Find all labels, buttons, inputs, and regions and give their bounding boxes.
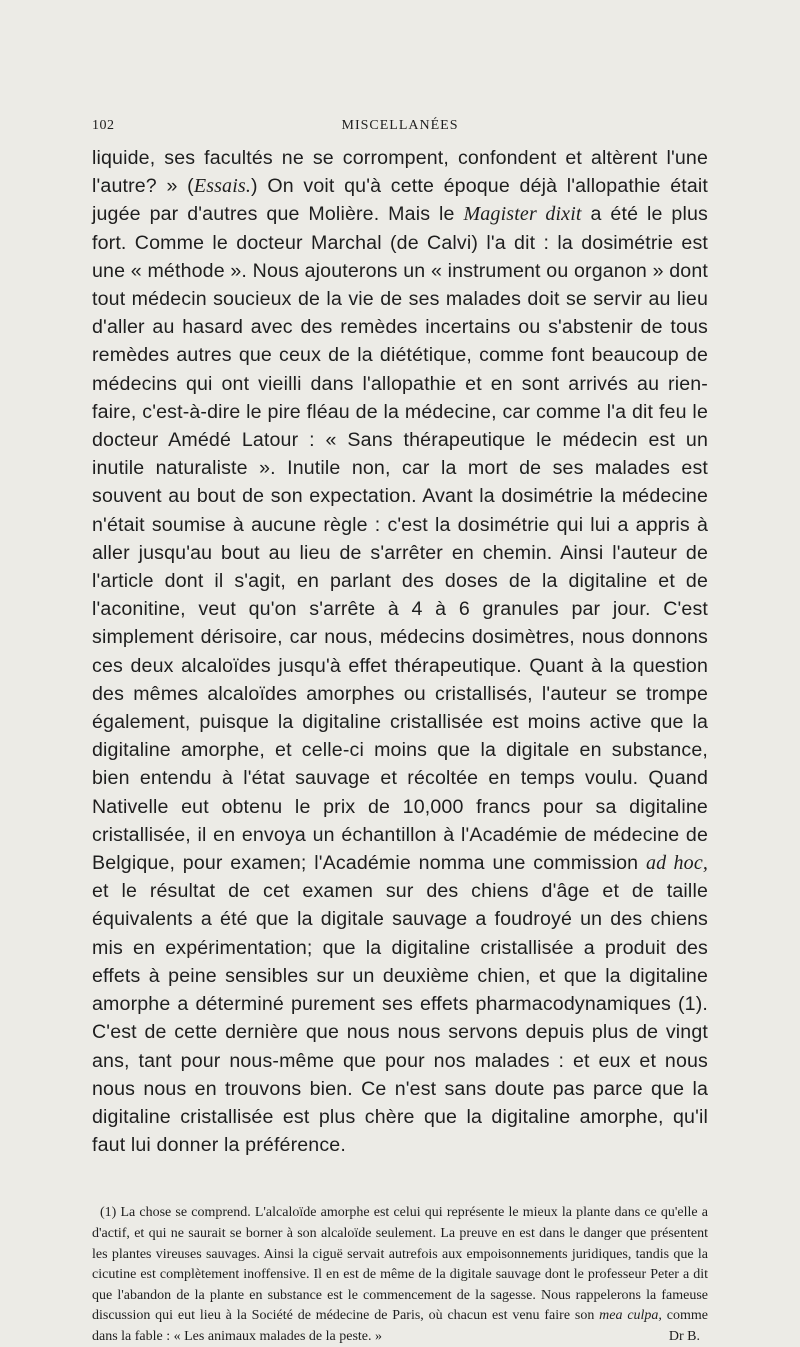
italic-ad-hoc: ad hoc,	[645, 852, 708, 875]
page-number: 102	[92, 118, 115, 133]
footnote-paragraph	[92, 1203, 708, 1347]
running-head: MISCELLANÉES	[341, 118, 459, 133]
body-text-segment: et le résultat de cet examen sur des chiens d'âge et de taille équivalents a été que la digitale sauvage a foudroyé un des chiens mis en expérimentation; que la digitaline cristallisée a produit des effets à peine sensibles sur un deuxième chien, et que la digitaline amorphe a déterminé purement ses effets pharmacodynamiques (1). C'est de cette dernière que nous nous servons depuis plus de vingt ans, tant pour nous-même que pour nos malades : et eux et nous nous nous en trouvons bien. Ce n'est sans doute pas parce que la digitaline cristallisée est plus chère que la digitaline amorphe, qu'il faut lui donner la préférence.	[92, 880, 708, 1157]
italic-magister-dixit: Magister dixit	[463, 203, 582, 226]
body-text-segment: ) On voit qu'à cette époque déjà l'allopathie était jugée par d'autres que Molière. Mais le	[92, 175, 708, 226]
footnote	[92, 1203, 708, 1347]
page-header	[92, 110, 708, 140]
italic-mea-culpa: mea culpa,	[599, 1308, 662, 1324]
document-page	[92, 110, 708, 1347]
footnote-text-segment: comme dans la fable : « Les animaux malades de la peste. »	[92, 1308, 708, 1344]
footnote-text-segment: (1) La chose se comprend. L'alcaloïde amorphe est celui qui représente le mieux la plante dans ce qu'elle a d'actif, et qui ne saurait se borner à son alcaloïde seulement. La preuve en est dans le danger que présentent les plantes vireuses sauvages. Ainsi la ciguë servait autrefois aux empoisonnements juridiques, tandis que la cicutine est complètement inoffensive. Il en est de même de la digitale sauvage dont le professeur Peter a dit que l'abandon de la plante en substance est le commencement de la sagesse. Nous rappelerons la fameuse discussion qui eut lieu à la Société de médecine de Paris, où chacun est venu faire son	[92, 1205, 708, 1324]
italic-title-essais: Essais.	[193, 175, 252, 198]
body-text-segment: liquide, ses facultés ne se corrompent, confondent et altèrent l'une l'autre? » (	[92, 147, 708, 198]
body-text-segment: a été le plus fort. Comme le docteur Marchal (de Calvi) l'a dit : la dosimétrie est une « méthode ». Nous ajouterons un « instrument ou organon » dont tout médecin soucieux de la vie de ses malades doit se servir au lieu d'aller au hasard avec des remèdes incertains ou s'abstenir de tous remèdes autres que ceux de la diététique, comme font beaucoup de médecins qui ont vieilli dans l'allopathie et en sont arrivés au rien-faire, c'est-à-dire le pire fléau de la médecine, car comme l'a dit feu le docteur Amédé Latour : « Sans thérapeutique le médecin est un inutile naturaliste ». Inutile non, car la mort de ses malades est souvent au bout de son expectation. Avant la dosimétrie la médecine n'était soumise à aucune règle : c'est la dosimétrie qui lui a appris à aller jusqu'au bout au lieu de s'arrêter en chemin. Ainsi l'auteur de l'article dont il s'agit, en parlant des doses de la digitaline et de l'aconitine, veut qu'on s'arrête à 4 à 6 granules par jour. C'est simplement dérisoire, car nous, médecins dosimètres, nous donnons ces deux alcaloïdes jusqu'à effet thérapeutique. Quant à la question des mêmes alcaloïdes amorphes ou cristallisés, l'auteur se trompe également, puisque la digitaline cristallisée est moins active que la digitaline amorphe, et celle-ci moins que la digitale en substance, bien entendu à l'état sauvage et récoltée en temps voulu. Quand Nativelle eut obtenu le prix de 10,000 francs pour sa digitaline cristallisée, il en envoya un échantillon à l'Académie de médecine de Belgique, pour examen; l'Académie nomma une commission	[92, 203, 708, 875]
footnote-signature: Dr B.	[668, 1328, 700, 1344]
body-text	[92, 144, 708, 1159]
body-paragraph	[92, 144, 708, 1159]
